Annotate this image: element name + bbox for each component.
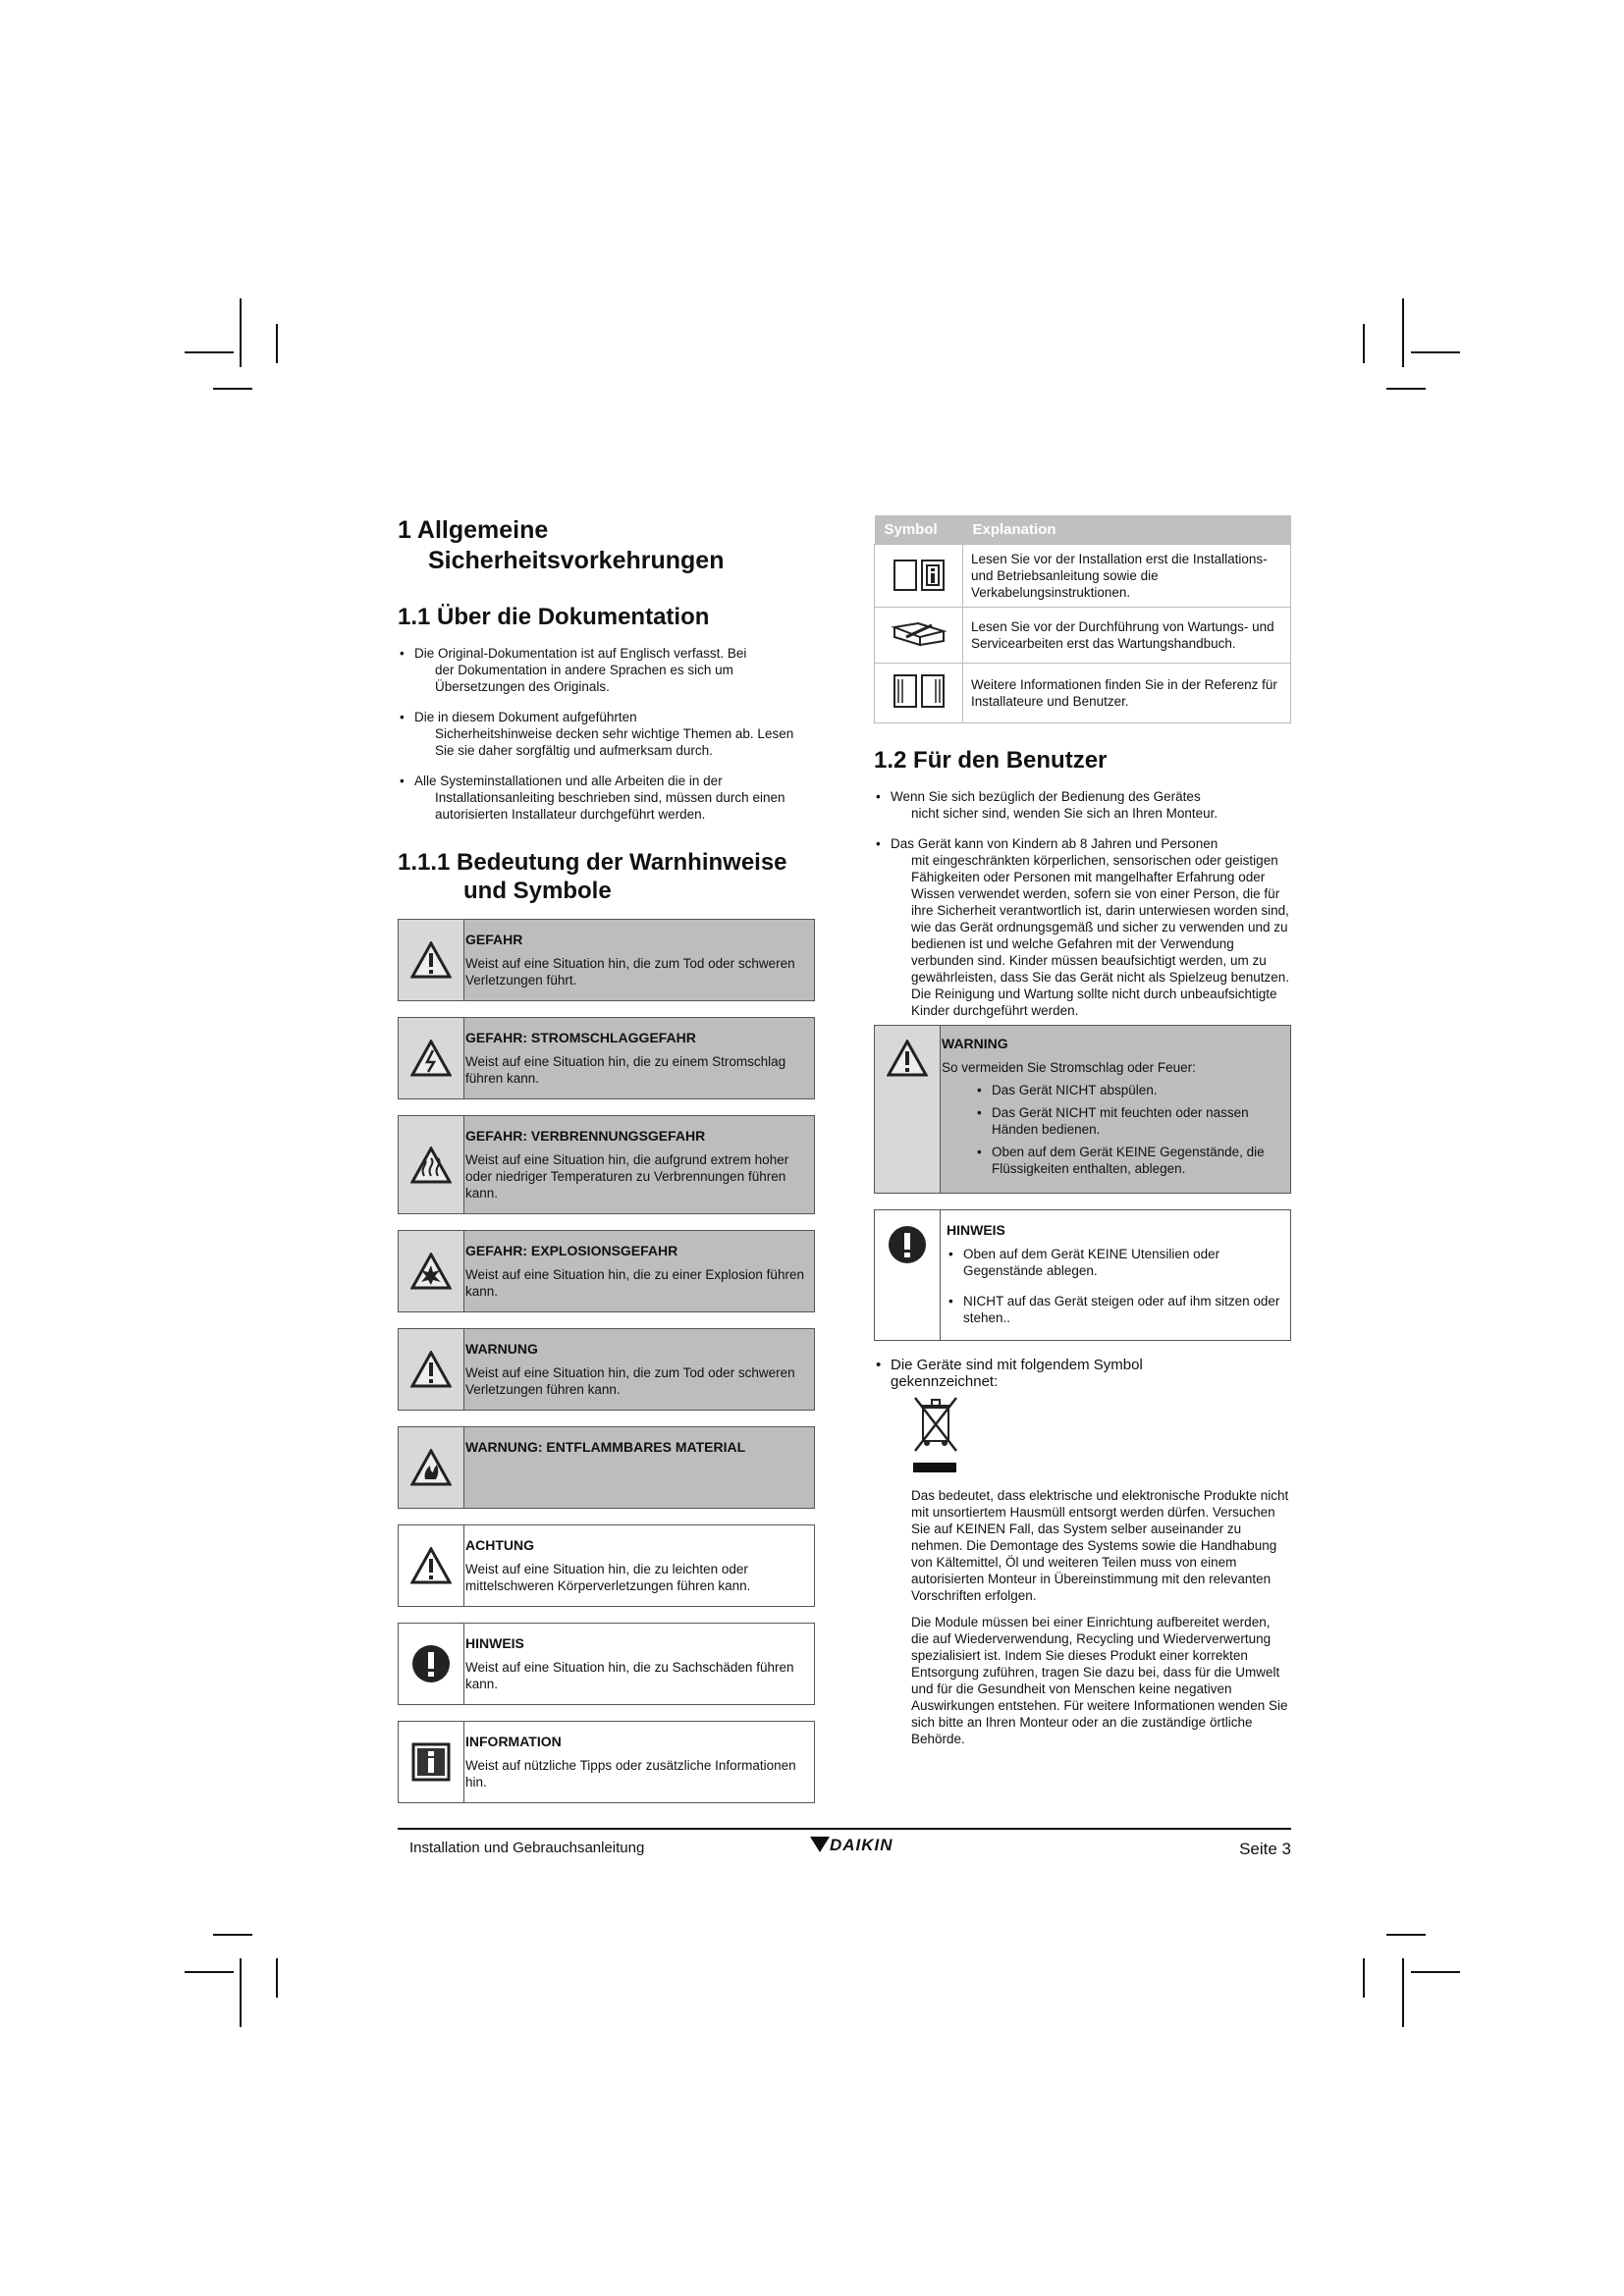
box-desc: Weist auf eine Situation hin, die zu einer Explosion führen kann. bbox=[465, 1267, 804, 1299]
table-row bbox=[875, 608, 1291, 664]
electric-shock-icon bbox=[410, 1040, 452, 1077]
crop-mark bbox=[1363, 1958, 1365, 1998]
box-title: HINWEIS bbox=[465, 1635, 524, 1651]
warning-triangle-icon bbox=[887, 1040, 928, 1077]
table-cell: Weitere Informationen finden Sie in der Referenz für Installateure und Benutzer. bbox=[963, 664, 1291, 723]
crop-mark bbox=[213, 1934, 252, 1936]
list-item: • Oben auf dem Gerät KEINE Gegenstände, die Flüssigkeiten enthalten, ablegen. bbox=[975, 1144, 1280, 1177]
hot-surface-icon bbox=[410, 1147, 452, 1184]
warning-box-explosion bbox=[398, 1230, 815, 1312]
box-title: WARNING bbox=[942, 1036, 1008, 1051]
subsection-title: 1.1 Über die Dokumentation bbox=[398, 604, 710, 630]
page-number: Seite 3 bbox=[1239, 1840, 1291, 1858]
box-desc: Weist auf eine Situation hin, die zum Tod oder schweren Verletzungen führen kann. bbox=[465, 1365, 795, 1397]
box-title: GEFAHR: STROMSCHLAGGEFAHR bbox=[465, 1030, 696, 1045]
weee-paragraph: Das bedeutet, dass elektrische und elektronische Produkte nicht mit unsortiertem Hausmüll entsorgt werden dürfen. Versuchen Sie auf KEINEN Fall, das System selber auseinander zu nehmen. Die Demontage des Systems sowie die Handhabung von Kältemittel, Öl und weiteren Teilen muss von einem autorisierten Monteur in Übereinstimmung mit den relevanten Vorschriften erfolgen. bbox=[911, 1488, 1289, 1603]
service-manual-icon bbox=[891, 614, 947, 653]
list-item: • Das Gerät NICHT abspülen. bbox=[975, 1082, 1280, 1098]
warning-box-burn bbox=[398, 1115, 815, 1214]
list-item: • Alle Systeminstallationen und alle Arbeiten die in der Installationsanleiting beschrieben sind, müssen durch einen autorisierten Installateur durchgeführt werden. bbox=[398, 773, 815, 823]
box-desc: Weist auf eine Situation hin, die zu Sachschäden führen kann. bbox=[465, 1660, 794, 1691]
notice-items bbox=[947, 1246, 1280, 1326]
crop-mark bbox=[1411, 351, 1460, 353]
crop-mark bbox=[1386, 1934, 1426, 1936]
weee-section bbox=[874, 1394, 1291, 1747]
list-item: • Wenn Sie sich bezüglich der Bedienung des Gerätes nicht sicher sind, wenden Sie sich an Ihren Monteur. bbox=[874, 788, 1291, 822]
warning-box-flammable bbox=[398, 1426, 815, 1509]
right-column bbox=[874, 515, 1291, 1747]
subsection-title: 1.2 Für den Benutzer bbox=[874, 747, 1108, 774]
crop-mark bbox=[1386, 388, 1426, 390]
crop-mark bbox=[1411, 1971, 1460, 1973]
crop-mark bbox=[240, 1958, 242, 2027]
list-item: • Die Geräte sind mit folgendem Symbol gekennzeichnet: bbox=[874, 1357, 1291, 1390]
daikin-logo-mark bbox=[810, 1837, 830, 1852]
box-title: INFORMATION bbox=[465, 1734, 562, 1749]
box-desc: Weist auf eine Situation hin, die zu einem Stromschlag führen kann. bbox=[465, 1054, 786, 1086]
box-desc: Weist auf eine Situation hin, die zum Tod oder schweren Verletzungen führt. bbox=[465, 956, 795, 988]
warning-triangle-icon bbox=[410, 941, 452, 979]
table-cell: Lesen Sie vor der Installation erst die Installations- und Betriebsanleitung sowie die Verkabelungsinstruktionen. bbox=[963, 545, 1291, 608]
table-header: Symbol bbox=[875, 515, 963, 545]
warning-box-caution bbox=[398, 1524, 815, 1607]
list-item: • Oben auf dem Gerät KEINE Utensilien oder Gegenstände ablegen. bbox=[947, 1246, 1280, 1279]
list-item: • Die in diesem Dokument aufgeführten Sicherheitshinweise decken sehr wichtige Themen ab. Lesen Sie sie daher sorgfältig und aufmerksam durch. bbox=[398, 709, 815, 759]
warning-triangle-icon bbox=[410, 1351, 452, 1388]
page-footer bbox=[398, 1828, 1291, 1867]
box-title: GEFAHR bbox=[465, 932, 523, 947]
symbol-table bbox=[874, 515, 1291, 723]
table-row bbox=[875, 664, 1291, 723]
box-title: HINWEIS bbox=[947, 1222, 1005, 1238]
notice-box-user bbox=[874, 1209, 1291, 1341]
doc-bullet-list bbox=[398, 645, 815, 823]
list-item: • NICHT auf das Gerät steigen oder auf ihm sitzen oder stehen.. bbox=[947, 1293, 1280, 1326]
warning-box-user bbox=[874, 1025, 1291, 1194]
warning-box-electric bbox=[398, 1017, 815, 1099]
box-title: GEFAHR: EXPLOSIONSGEFAHR bbox=[465, 1243, 678, 1258]
box-desc: Weist auf nützliche Tipps oder zusätzliche Informationen hin. bbox=[465, 1758, 796, 1789]
warning-box-warning bbox=[398, 1328, 815, 1411]
flammable-icon bbox=[410, 1449, 452, 1486]
crop-mark bbox=[240, 298, 242, 367]
information-icon bbox=[410, 1741, 452, 1783]
symbol-bullet-list bbox=[874, 1357, 1291, 1390]
manual-info-icon bbox=[891, 555, 947, 594]
notice-box bbox=[398, 1623, 815, 1705]
list-item: • Die Original-Dokumentation ist auf Englisch verfasst. Bei der Dokumentation in andere Sprachen es sich um Übersetzungen des Originals. bbox=[398, 645, 815, 695]
box-title: GEFAHR: VERBRENNUNGSGEFAHR bbox=[465, 1128, 706, 1144]
table-cell: Lesen Sie vor der Durchführung von Wartungs- und Servicearbeiten erst das Wartungshandbuch. bbox=[963, 608, 1291, 664]
footer-doc-title: Installation und Gebrauchsanleitung bbox=[409, 1840, 645, 1856]
crop-mark bbox=[1402, 1958, 1404, 2027]
list-item: • Das Gerät NICHT mit feuchten oder nassen Händen bedienen. bbox=[975, 1104, 1280, 1138]
crop-mark bbox=[1402, 298, 1404, 367]
list-item: • Das Gerät kann von Kindern ab 8 Jahren und Personen mit eingeschränkten körperlichen, sensorischen oder geistigen Fähigkeiten oder Personen mit mangelhafter Erfahrung oder Wissen verwendet werden, sofern sie von einer Person, die für ihre Sicherheit verantwortlich ist, darin unterwiesen worden sind, wie das Gerät ordnungsgemäß und sicher zu verwenden und zu bedienen ist und welche Gefahren mit der Verwendung verbunden sind. Kinder müssen beaufsichtigt werden, um zu gewährleisten, dass Sie das Gerät nicht als Spielzeug benutzen. Die Reinigung und Wartung sollte nicht durch unbeaufsichtigte Kinder durchgeführt werden. bbox=[874, 835, 1291, 1019]
crop-mark bbox=[276, 324, 278, 363]
book-icon bbox=[891, 669, 947, 713]
left-column bbox=[398, 515, 815, 1819]
crop-mark bbox=[276, 1958, 278, 1998]
box-desc: Weist auf eine Situation hin, die aufgrund extrem hoher oder niedriger Temperaturen zu Verbrennungen führen kann. bbox=[465, 1152, 789, 1201]
notice-exclamation-icon bbox=[410, 1643, 452, 1684]
daikin-logo: DAIKIN bbox=[810, 1836, 893, 1855]
crossed-bin-icon bbox=[911, 1394, 966, 1476]
caution-triangle-icon bbox=[410, 1547, 452, 1584]
user-bullet-list bbox=[874, 788, 1291, 1019]
box-title: ACHTUNG bbox=[465, 1537, 534, 1553]
warning-box-danger bbox=[398, 919, 815, 1001]
box-title: WARNUNG: ENTFLAMMBARES MATERIAL bbox=[465, 1439, 746, 1455]
section-title: 1 Allgemeine Sicherheitsvorkehrungen bbox=[398, 516, 725, 574]
box-title: WARNUNG bbox=[465, 1341, 538, 1357]
box-desc: So vermeiden Sie Stromschlag oder Feuer: bbox=[942, 1060, 1196, 1075]
crop-mark bbox=[185, 1971, 234, 1973]
crop-mark bbox=[213, 388, 252, 390]
crop-mark bbox=[185, 351, 234, 353]
notice-exclamation-icon bbox=[887, 1224, 928, 1265]
recycling-paragraph: Die Module müssen bei einer Einrichtung aufbereitet werden, die auf Wiederverwendung, Recycling und Wiederverwertung spezialisiert ist. Indem Sie dieses Produkt einer korrekten Entsorgung zuführen, tragen Sie dazu bei, dass für die Umwelt und für die Gesundheit von Menschen keine negativen Auswirkungen entstehen. Für weitere Informationen wenden Sie sich bitte an Ihren Monteur oder an die zuständige örtliche Behörde. bbox=[911, 1615, 1288, 1746]
subsubsection-title: 1.1.1 Bedeutung der Warnhinweise und Symbole bbox=[398, 849, 787, 904]
warning-items bbox=[942, 1082, 1280, 1177]
table-header: Explanation bbox=[963, 515, 1291, 545]
crop-mark bbox=[1363, 324, 1365, 363]
information-box bbox=[398, 1721, 815, 1803]
box-desc: Weist auf eine Situation hin, die zu leichten oder mittelschweren Körperverletzungen führen kann. bbox=[465, 1562, 751, 1593]
explosion-icon bbox=[410, 1253, 452, 1290]
table-row bbox=[875, 545, 1291, 608]
